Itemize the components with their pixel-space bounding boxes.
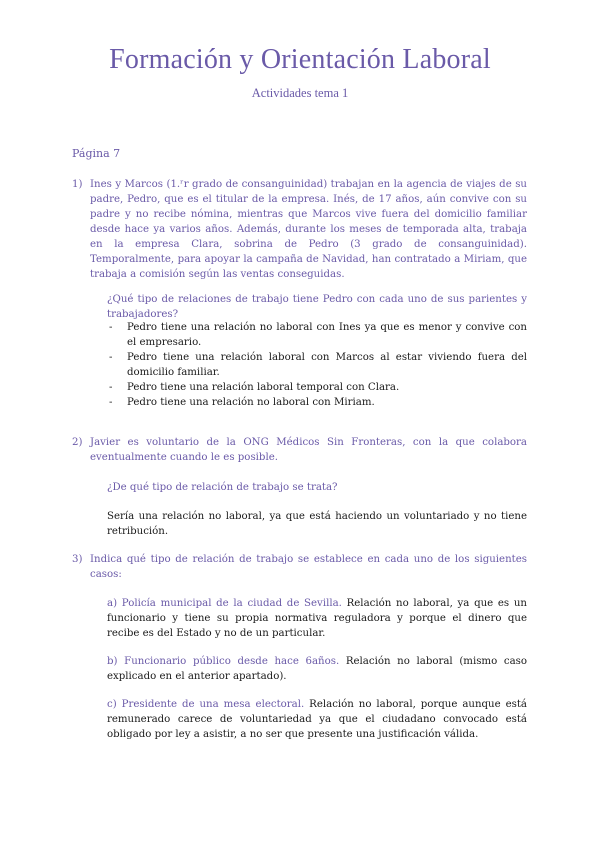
case-label: a) Policía municipal de la ciudad de Sevilla. bbox=[107, 598, 342, 609]
question-text: Javier es voluntario de la ONG Médicos Sin Fronteras, con la que colabora eventualmente cuando le es posible. bbox=[90, 437, 527, 463]
case-b bbox=[107, 654, 527, 684]
question-number: 1) bbox=[72, 179, 83, 190]
case-answer: Relación no laboral, ya que es un funcionario y tiene su propia normativa reguladora y porque el dinero que recibe es del Estado y no de un particular. bbox=[107, 598, 527, 639]
document-title: Formación y Orientación Laboral bbox=[109, 44, 491, 75]
question-3 bbox=[72, 552, 527, 582]
question-number: 3) bbox=[72, 554, 83, 565]
case-label: b) Funcionario público desde hace 6años. bbox=[107, 656, 340, 667]
answer-list bbox=[107, 320, 527, 410]
case-answer: Relación no laboral, porque aunque está remunerado carece de voluntariedad ya que el ciudadano convocado está obligado por ley a asistir, a no ser que presente una justificación válida. bbox=[107, 699, 527, 740]
question-1-prompt: ¿Qué tipo de relaciones de trabajo tiene Pedro con cada uno de sus parientes y trabajadores? bbox=[107, 294, 527, 320]
question-2-answer: Sería una relación no laboral, ya que está haciendo un voluntariado y no tiene retribución. bbox=[107, 511, 527, 537]
question-2-prompt: ¿De qué tipo de relación de trabajo se trata? bbox=[107, 482, 338, 493]
list-item: - Pedro tiene una relación no laboral con Ines ya que es menor y convive con el empresario. bbox=[107, 320, 527, 350]
question-text: Ines y Marcos (1.ʳr grado de consanguinidad) trabajan en la agencia de viajes de su padre, Pedro, que es el titular de la empresa. Inés, de 17 años, aún convive con su padre y no recibe nómina, mientras que Marcos vive fuera del domicilio familiar desde hace ya varios años. Además, durante los meses de temporada alta, trabaja en la empresa Clara, sobrina de Pedro (3 grado de consanguinidad). Temporalmente, para apoyar la campaña de Navidad, han contratado a Miriam, que trabaja a comisión según las ventas conseguidas. bbox=[90, 179, 527, 280]
page-reference: Página 7 bbox=[72, 147, 121, 160]
case-label: c) Presidente de una mesa electoral. bbox=[107, 699, 305, 710]
case-answer: Relación no laboral (mismo caso explicado en el anterior apartado). bbox=[107, 656, 527, 682]
list-item: - Pedro tiene una relación no laboral con Miriam. bbox=[107, 395, 527, 410]
list-item: - Pedro tiene una relación laboral temporal con Clara. bbox=[107, 380, 527, 395]
question-number: 2) bbox=[72, 437, 83, 448]
question-1-answers bbox=[107, 320, 527, 410]
question-2 bbox=[72, 435, 527, 465]
case-a bbox=[107, 596, 527, 641]
document-subtitle: Actividades tema 1 bbox=[251, 86, 349, 100]
list-item: - Pedro tiene una relación laboral con Marcos al estar viviendo fuera del domicilio familiar. bbox=[107, 350, 527, 380]
question-1 bbox=[72, 177, 527, 282]
question-text: Indica qué tipo de relación de trabajo se establece en cada uno de los siguientes casos: bbox=[90, 554, 527, 580]
case-c bbox=[107, 697, 527, 742]
